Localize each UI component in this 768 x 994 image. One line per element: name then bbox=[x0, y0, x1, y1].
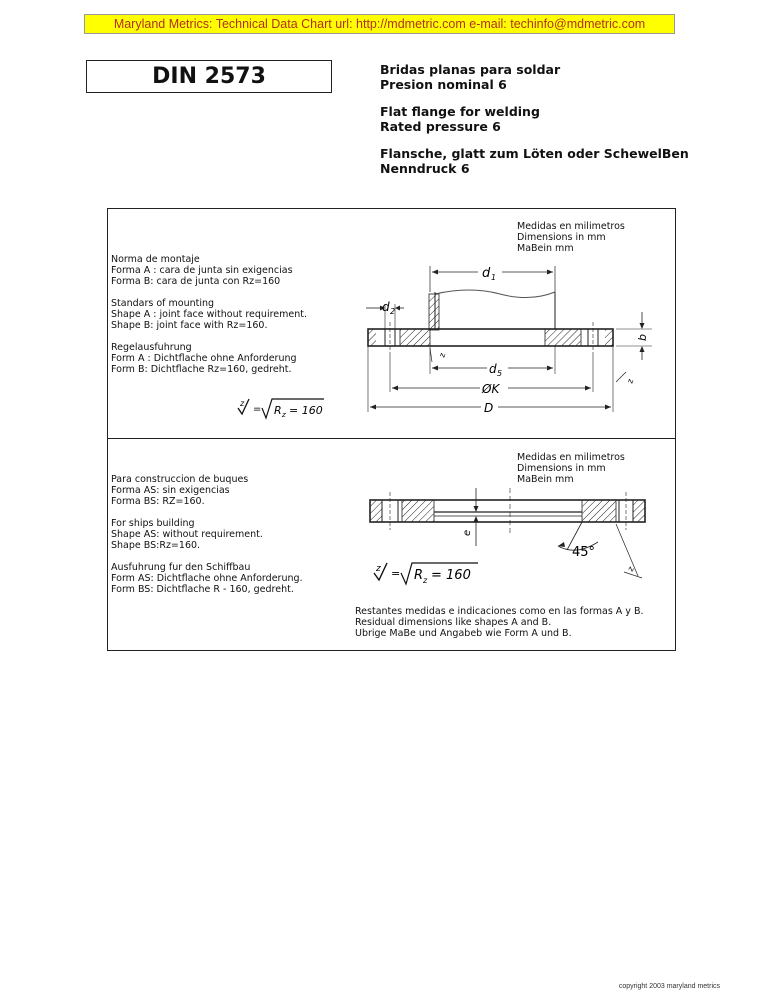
dim-d5-sub: 5 bbox=[497, 369, 503, 378]
dim-z2: z bbox=[625, 377, 636, 385]
ships-de-b: Form BS: Dichtflache R - 160, gedreht. bbox=[111, 584, 294, 595]
dim-b: b bbox=[636, 334, 649, 341]
top-units-note bbox=[517, 221, 625, 254]
formula-eq-2: = bbox=[391, 567, 401, 580]
copyright-note: copyright 2003 maryland metrics bbox=[618, 983, 720, 990]
dim-d1: d bbox=[482, 266, 491, 281]
dim-angle: 45° bbox=[572, 545, 596, 560]
formula-sub: z bbox=[282, 411, 286, 419]
mounting-de-b: Form B: Dichtflache Rz=160, gedreht. bbox=[111, 364, 292, 375]
dim-d2: d bbox=[382, 300, 390, 314]
mounting-en-title: Standars of mounting bbox=[111, 298, 215, 309]
ships-es-a: Forma AS: sin exigencias bbox=[111, 485, 230, 496]
formula-val-2: = 160 bbox=[431, 568, 471, 583]
mounting-en-b: Shape B: joint face with Rz=160. bbox=[111, 320, 268, 331]
mounting-es-title: Norma de montaje bbox=[111, 254, 200, 265]
standard-title: DIN 2573 bbox=[86, 60, 332, 93]
formula-r-2: R bbox=[414, 568, 424, 583]
roughness-formula-top bbox=[232, 396, 332, 422]
heading-en-2: Rated pressure 6 bbox=[380, 119, 501, 134]
dim-z-bottom: z bbox=[625, 564, 636, 573]
dim-D: D bbox=[484, 401, 494, 415]
mounting-de-a: Form A : Dichtflache ohne Anforderung bbox=[111, 353, 297, 364]
ships-en-a: Shape AS: without requirement. bbox=[111, 529, 263, 540]
formula-z-2: z bbox=[376, 564, 381, 574]
heading-de-2: Nenndruck 6 bbox=[380, 161, 470, 176]
formula-z: z bbox=[240, 399, 245, 408]
heading-en-1: Flat flange for welding bbox=[380, 104, 540, 119]
ships-de-title: Ausfuhrung fur den Schiffbau bbox=[111, 562, 251, 573]
formula-sub-2: z bbox=[423, 576, 428, 585]
mounting-es-b: Forma B: cara de junta con Rz=160 bbox=[111, 276, 281, 287]
units-es-2: Medidas en milimetros bbox=[517, 452, 625, 463]
residual-en: Residual dimensions like shapes A and B. bbox=[355, 617, 552, 628]
units-de: MaBein mm bbox=[517, 243, 574, 254]
ships-es-b: Forma BS: RZ=160. bbox=[111, 496, 205, 507]
mounting-es-a: Forma A : cara de junta sin exigencias bbox=[111, 265, 293, 276]
units-de-2: MaBein mm bbox=[517, 474, 574, 485]
dim-k: ØK bbox=[482, 382, 500, 396]
dim-d2-sub: 2 bbox=[390, 307, 396, 316]
dim-d1-sub: 1 bbox=[491, 273, 497, 282]
formula-val: = 160 bbox=[289, 404, 323, 417]
ships-en-title: For ships building bbox=[111, 518, 195, 529]
dim-d5: d bbox=[489, 362, 497, 376]
ships-notes bbox=[111, 474, 303, 595]
residual-de: Ubrige MaBe und Angabeb wie Form A und B. bbox=[355, 628, 572, 639]
heading-de-1: Flansche, glatt zum Löten oder SchewelBen bbox=[380, 146, 689, 161]
bottom-units-note bbox=[517, 452, 625, 485]
residual-es: Restantes medidas e indicaciones como en las formas A y B. bbox=[355, 606, 644, 617]
dim-z1: z bbox=[437, 351, 448, 359]
flange-drawing-top bbox=[340, 256, 670, 436]
units-en-2: Dimensions in mm bbox=[517, 463, 606, 474]
formula-eq: = bbox=[253, 404, 262, 415]
ships-en-b: Shape BS:Rz=160. bbox=[111, 540, 201, 551]
units-en: Dimensions in mm bbox=[517, 232, 606, 243]
mounting-notes bbox=[111, 254, 307, 375]
panel-divider bbox=[107, 438, 675, 439]
dim-e: e bbox=[462, 529, 473, 536]
heading-es-2: Presion nominal 6 bbox=[380, 77, 507, 92]
multilingual-headings bbox=[380, 62, 740, 188]
heading-es-1: Bridas planas para soldar bbox=[380, 62, 561, 77]
formula-r: R bbox=[274, 404, 282, 417]
roughness-formula-bottom bbox=[368, 560, 488, 588]
units-es: Medidas en milimetros bbox=[517, 221, 625, 232]
mounting-en-a: Shape A : joint face without requirement. bbox=[111, 309, 307, 320]
mounting-de-title: Regelausfuhrung bbox=[111, 342, 192, 353]
ships-de-a: Form AS: Dichtflache ohne Anforderung. bbox=[111, 573, 303, 584]
residual-notes bbox=[355, 606, 644, 639]
ships-es-title: Para construccion de buques bbox=[111, 474, 249, 485]
header-banner: Maryland Metrics: Technical Data Chart url: http://mdmetric.com e-mail: techinfo@mdmetric.com bbox=[84, 14, 675, 34]
